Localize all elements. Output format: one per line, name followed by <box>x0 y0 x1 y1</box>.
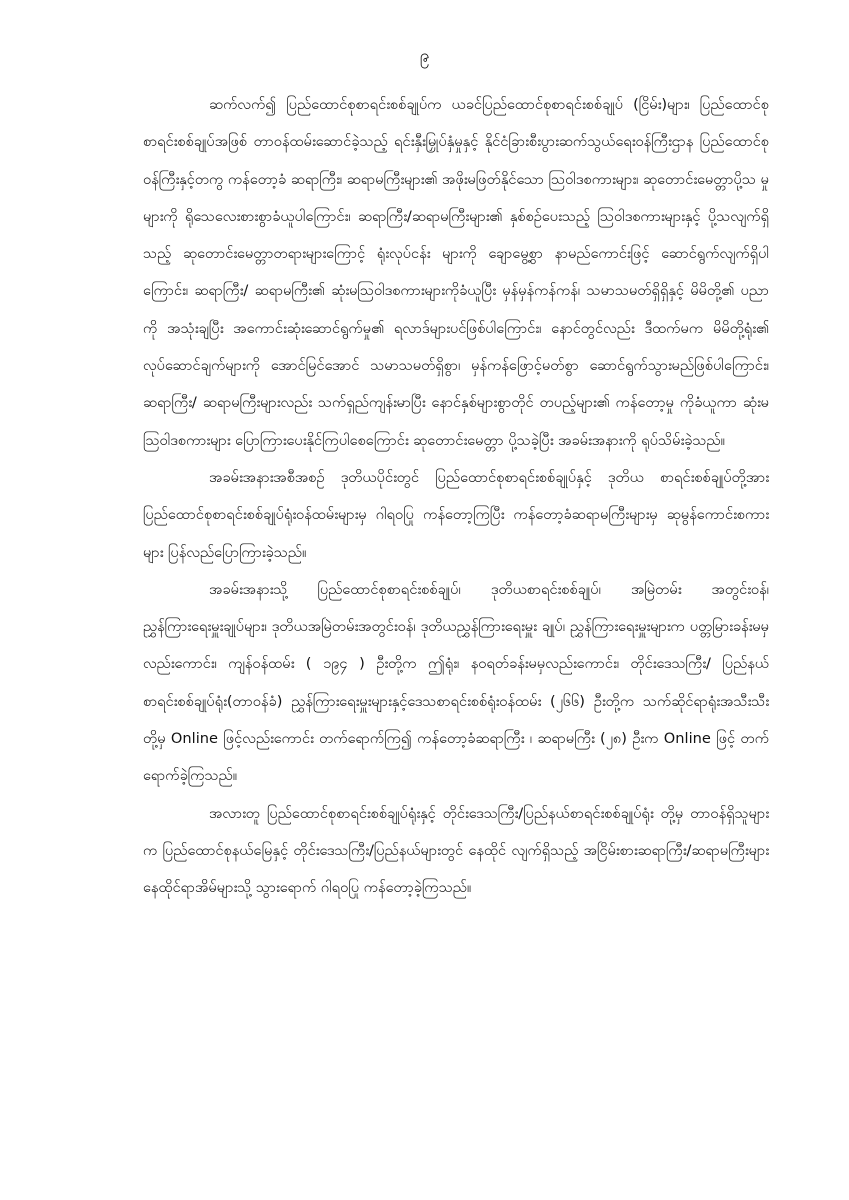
paragraph-attendance: အခမ်းအနားသို့ ပြည်ထောင်စုစာရင်းစစ်ချုပ်၊ ဒုတိယစာရင်းစစ်ချုပ်၊ အမြဲတမ်း အတွင်းဝန်၊ ညွှန်ကြားရေးမှူးချုပ်များ၊ ဒုတိယအမြဲတမ်းအတွင်းဝန်၊ ဒုတိယညွှန်ကြားရေးမှူး ချုပ်၊ ညွှန်ကြားရေးမှူးများက ပတ္တမြားခန်းမမှလည်းကောင်း၊ ကျန်ဝန်ထမ်း ( ၁၉၄ ) ဦးတို့က ဤရုံး၊ နဝရတ်ခန်းမမှလည်းကောင်း၊ တိုင်းဒေသကြီး/ ပြည်နယ်စာရင်းစစ်ချုပ်ရုံး(တာဝန်ခံ) ညွှန်ကြားရေးမှူးများနှင့်ဒေသစာရင်းစစ်ရုံးဝန်ထမ်း (၂၆၆) ဦးတို့က သက်ဆိုင်ရာရုံးအသီးသီး တို့မှ Online ဖြင့်လည်းကောင်း တက်ရောက်ကြ၍ ကန်တော့ခံဆရာကြီး ၊ ဆရာမကြီး (၂၈) ဦးက Online ဖြင့် တက်ရောက်ခဲ့ကြသည်။ <box>143 580 769 785</box>
paragraph-closing-remarks: ဆက်လက်၍ ပြည်ထောင်စုစာရင်းစစ်ချုပ်က ယခင်ပြည်ထောင်စုစာရင်းစစ်ချုပ် (ငြိမ်း)များ၊ ပြည်ထောင်စုစာရင်းစစ်ချုပ်အဖြစ် တာဝန်ထမ်းဆောင်ခဲ့သည့် ရင်းနှီးမြှုပ်နှံမှုနှင့် နိုင်ငံခြားစီးပွားဆက်သွယ်ရေးဝန်ကြီးဌာန ပြည်ထောင်စုဝန်ကြီးနှင့်တကွ ကန်တော့ခံ ဆရာကြီး၊ ဆရာမကြီးများ၏ အဖိုးမဖြတ်နိုင်သော ဩဝါဒစကားများ၊ ဆုတောင်းမေတ္တာပို့သ မှုများကို ရိုသေလေးစားစွာခံယူပါကြောင်း၊ ဆရာကြီး/ဆရာမကြီးများ၏ နှစ်စဉ်ပေးသည့် ဩဝါဒစကားများနှင့် ပို့သလျက်ရှိသည့် ဆုတောင်းမေတ္တာတရားများကြောင့် ရုံးလုပ်ငန်း များကို ချောမွေ့စွာ နာမည်ကောင်းဖြင့် ဆောင်ရွက်လျက်ရှိပါကြောင်း၊ ဆရာကြီး/ ဆရာမကြီး၏ ဆုံးမဩဝါဒစကားများကိုခံယူပြီး မှန်မှန်ကန်ကန်၊ သမာသမတ်ရှိရှိနှင့် မိမိတို့၏ ပညာကို အသုံးချပြီး အကောင်းဆုံးဆောင်ရွက်မှု၏ ရလာဒ်များပင်ဖြစ်ပါကြောင်း၊ နောင်တွင်လည်း ဒီထက်မက မိမိတို့ရုံး၏ လုပ်ဆောင်ချက်များကို အောင်မြင်အောင် သမာသမတ်ရှိစွာ၊ မှန်ကန်ဖြောင့်မတ်စွာ ဆောင်ရွက်သွားမည်ဖြစ်ပါကြောင်း၊ ဆရာကြီး/ ဆရာမကြီးများလည်း သက်ရှည်ကျန်းမာပြီး နောင်နှစ်များစွာတိုင် တပည့်များ၏ ကန်တော့မှု ကိုခံယူကာ ဆုံးမဩဝါဒစကားများ ပြောကြားပေးနိုင်ကြပါစေကြောင်း ဆုတောင်းမေတ္တာ ပို့သခဲ့ပြီး အခမ်းအနားကို ရုပ်သိမ်းခဲ့သည်။ <box>143 96 769 449</box>
paragraph-home-visits: အလားတူ ပြည်ထောင်စုစာရင်းစစ်ချုပ်ရုံးနှင့် တိုင်းဒေသကြီး/ပြည်နယ်စာရင်းစစ်ချုပ်ရုံး တို့မှ တာဝန်ရှိသူများက ပြည်ထောင်စုနယ်မြေနှင့် တိုင်းဒေသကြီး/ပြည်နယ်များတွင် နေထိုင် လျက်ရှိသည့် အငြိမ်းစားဆရာကြီး/ဆရာမကြီးများ နေထိုင်ရာအိမ်များသို့ သွားရောက် ဂါရဝပြု ကန်တော့ခဲ့ကြသည်။ <box>143 804 769 897</box>
page-number: ၉ <box>419 46 430 66</box>
document-body <box>143 86 769 907</box>
paragraph-second-session: အခမ်းအနားအစီအစဉ် ဒုတိယပိုင်းတွင် ပြည်ထောင်စုစာရင်းစစ်ချုပ်နှင့် ဒုတိယ စာရင်းစစ်ချုပ်တို့အား ပြည်ထောင်စုစာရင်းစစ်ချုပ်ရုံးဝန်ထမ်းများမှ ဂါရဝပြု ကန်တော့ကြပြီး ကန်တော့ခံဆရာမကြီးများမှ ဆုမွန်ကောင်းစကားများ ပြန်လည်ပြောကြားခဲ့သည်။ <box>143 468 769 561</box>
